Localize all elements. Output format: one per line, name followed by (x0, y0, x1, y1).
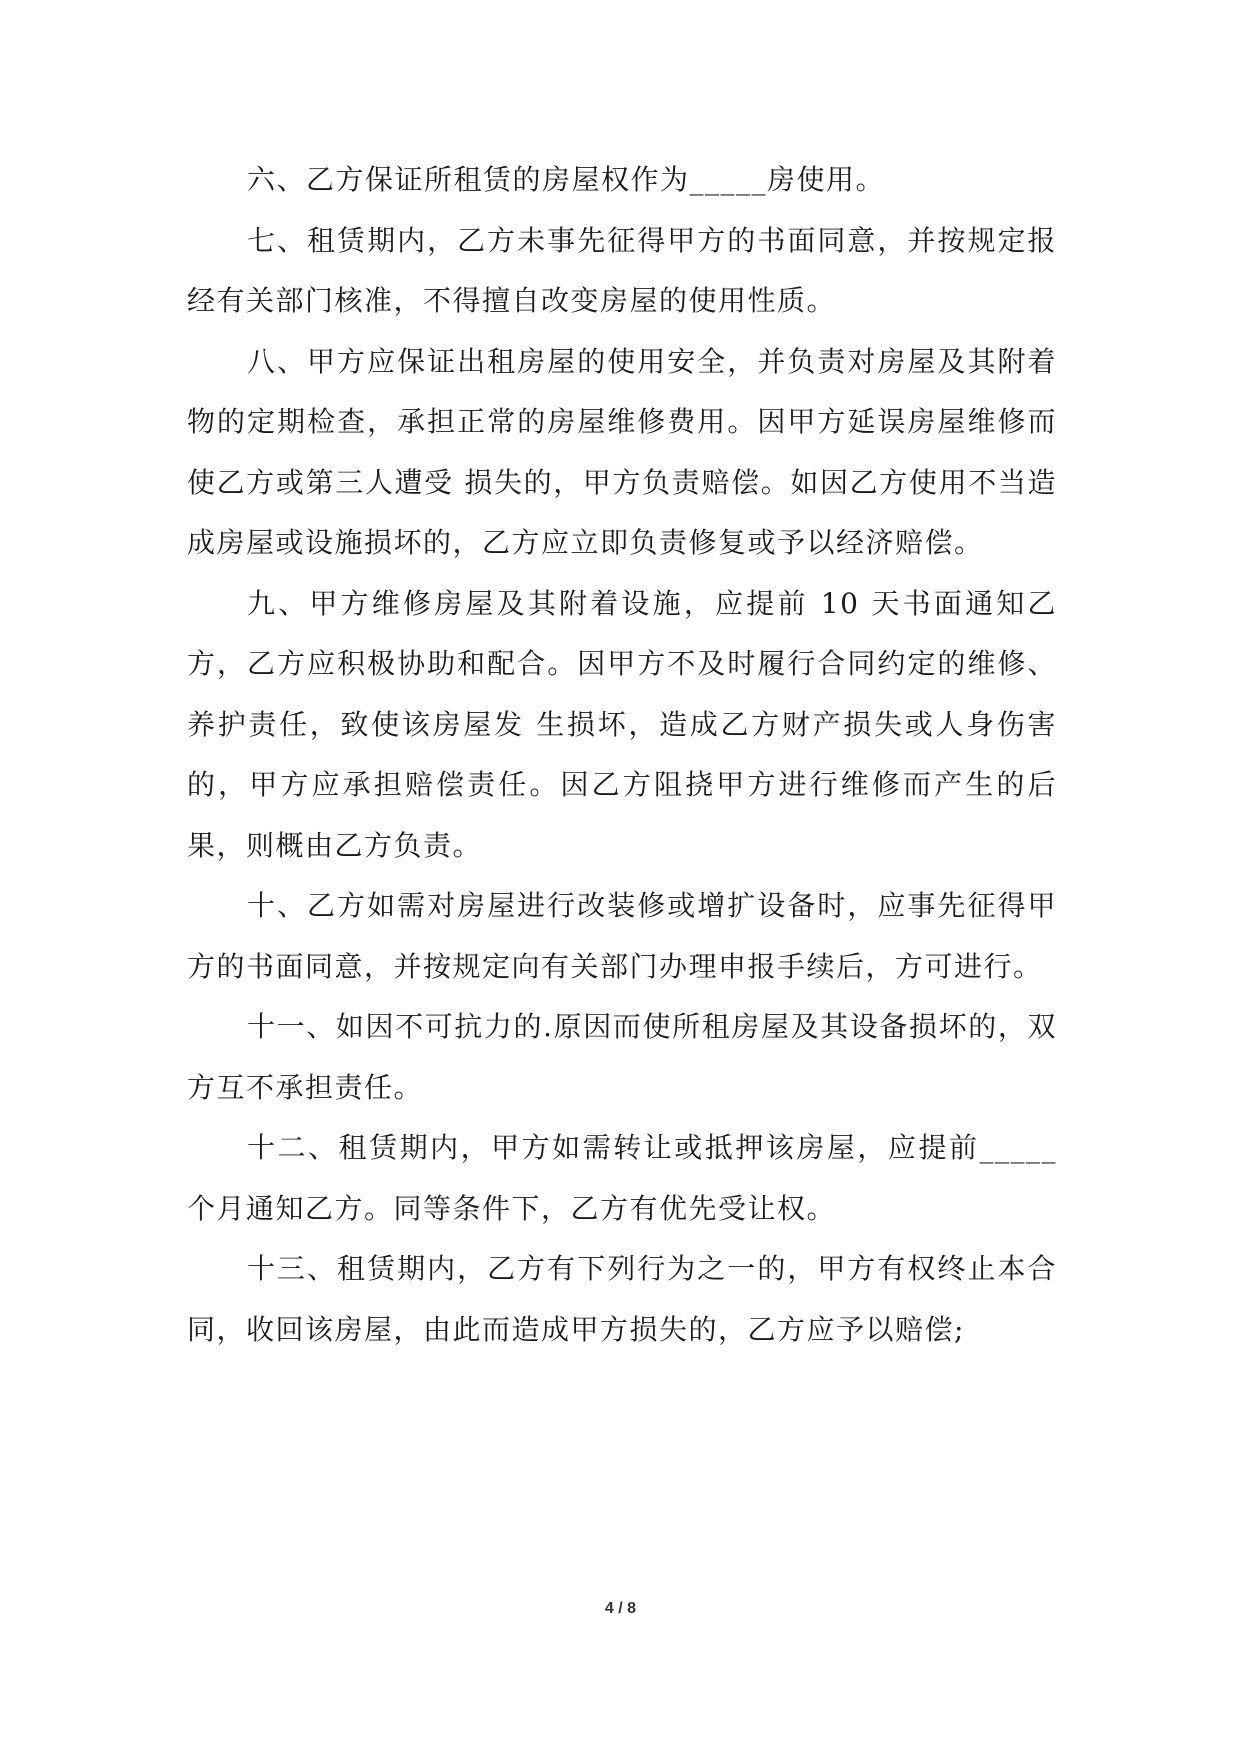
clause-9: 九、甲方维修房屋及其附着设施，应提前 10 天书面通知乙方，乙方应积极协助和配合。因甲方不及时履行合同约定的维修、养护责任，致使该房屋发 生损坏，造成乙方财产损失或人身伤害的，甲方应承担赔偿责任。因乙方阻挠甲方进行维修而产生的后果，则概由乙方负责。 (187, 586, 1057, 862)
clause-8: 八、甲方应保证出租房屋的使用安全，并负责对房屋及其附着物的定期检查，承担正常的房屋维修费用。因甲方延误房屋维修而使乙方或第三人遭受 损失的，甲方负责赔偿。如因乙方使用不当造成房屋或设施损坏的，乙方应立即负责修复或予以经济赔偿。 (187, 344, 1057, 559)
clause-6: 六、乙方保证所租赁的房屋权作为_____房使用。 (247, 163, 886, 196)
clause-11: 十一、如因不可抗力的.原因而使所租房屋及其设备损坏的，双方互不承担责任。 (187, 1010, 1057, 1104)
page-number: 4 / 8 (604, 1600, 637, 1617)
document-body (187, 150, 1057, 1360)
clause-13: 十三、租赁期内，乙方有下列行为之一的，甲方有权终止本合同，收回该房屋，由此而造成甲方损失的，乙方应予以赔偿; (187, 1252, 1057, 1346)
clause-10: 十、乙方如需对房屋进行改装修或增扩设备时，应事先征得甲方的书面同意，并按规定向有关部门办理申报手续后，方可进行。 (187, 889, 1057, 983)
clause-12: 十二、租赁期内，甲方如需转让或抵押该房屋，应提前_____个月通知乙方。同等条件下，乙方有优先受让权。 (187, 1131, 1057, 1225)
clause-7: 七、租赁期内，乙方未事先征得甲方的书面同意，并按规定报经有关部门核准，不得擅自改变房屋的使用性质。 (187, 223, 1057, 317)
